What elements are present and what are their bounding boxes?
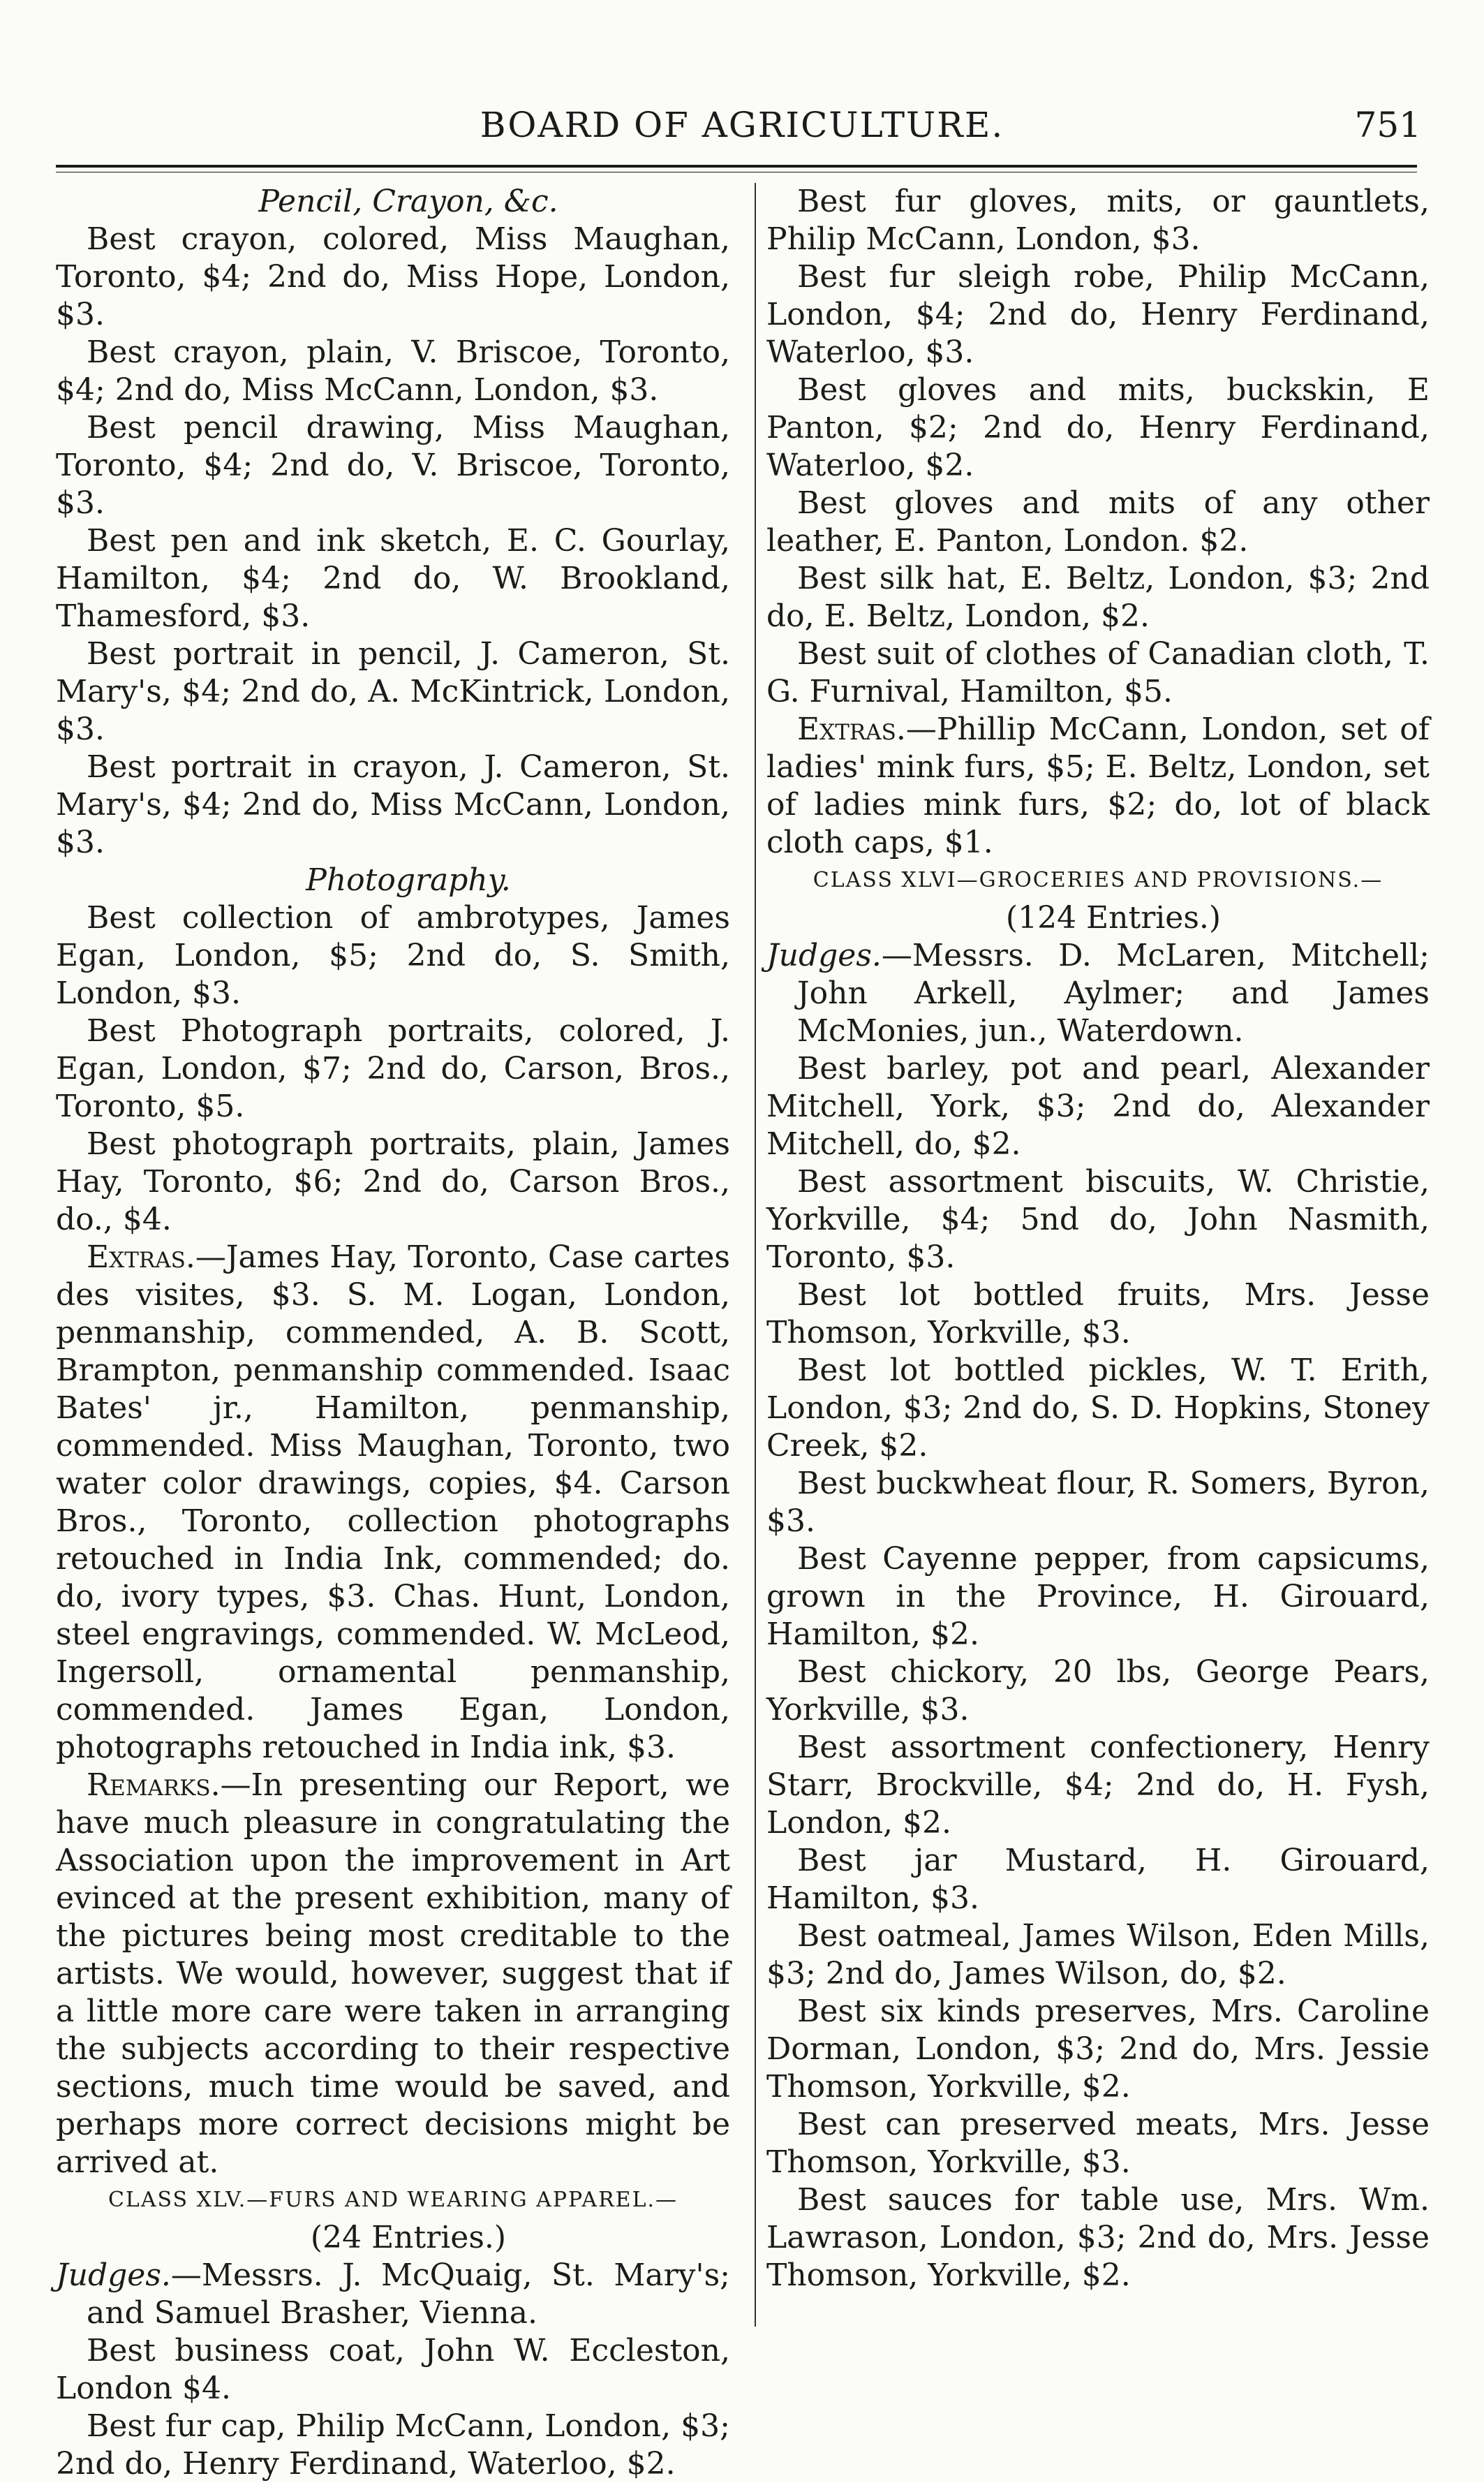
paragraph: Best assortment confectionery, Henry Starr, Brockville, $4; 2nd do, H. Fysh, London, $2.: [766, 1730, 1430, 1841]
paragraph: Best suit of clothes of Canadian cloth, T. G. Furnival, Hamilton, $5.: [766, 636, 1430, 709]
class-heading: CLASS XLVI—GROCERIES AND PROVISIONS.—: [813, 868, 1383, 892]
running-title: BOARD OF AGRICULTURE.: [480, 105, 1004, 145]
paragraph: Best crayon, plain, V. Briscoe, Toronto, $4; 2nd do, Miss McCann, London, $3.: [56, 334, 730, 408]
paragraph: Best barley, pot and pearl, Alexander Mitchell, York, $3; 2nd do, Alexander Mitchell, do, $2.: [766, 1051, 1430, 1162]
paragraph: Best collection of ambrotypes, James Egan, London, $5; 2nd do, S. Smith, London, $3.: [56, 900, 730, 1011]
paragraph: Best pen and ink sketch, E. C. Gourlay, Hamilton, $4; 2nd do, W. Brookland, Thamesford, $3.: [56, 523, 730, 634]
paragraph: Best Photograph portraits, colored, J. Egan, London, $7; 2nd do, Carson, Bros., Toronto, $5.: [56, 1013, 730, 1124]
entries-count: (24 Entries.): [310, 2220, 507, 2255]
paragraph: Best silk hat, E. Beltz, London, $3; 2nd do, E. Beltz, London, $2.: [766, 561, 1430, 634]
right-column: [766, 183, 1430, 2294]
column-divider: [755, 183, 756, 2327]
judges-paragraph: [766, 937, 1430, 1050]
paragraph: Best lot bottled fruits, Mrs. Jesse Thomson, Yorkville, $3.: [766, 1277, 1430, 1350]
judges-text: —Messrs. D. McLaren, Mitchell; John Arkell, Aylmer; and James McMonies, jun., Waterdown.: [797, 938, 1430, 1049]
class-heading: CLASS XLV.—FURS AND WEARING APPAREL.—: [107, 2188, 678, 2212]
paragraph: Best pencil drawing, Miss Maughan, Toronto, $4; 2nd do, V. Briscoe, Toronto, $3.: [56, 410, 730, 521]
paragraph: Best crayon, colored, Miss Maughan, Toronto, $4; 2nd do, Miss Hope, London, $3.: [56, 221, 730, 332]
extras-label: Extras.: [87, 1239, 195, 1275]
remarks-paragraph: [56, 1767, 730, 2181]
paragraph: Best portrait in pencil, J. Cameron, St. Mary's, $4; 2nd do, A. McKintrick, London, $3.: [56, 636, 730, 747]
paragraph: Best gloves and mits of any other leather, E. Panton, London. $2.: [766, 485, 1430, 559]
remarks-label: Remarks.: [87, 1767, 221, 1803]
paragraph: Best lot bottled pickles, W. T. Erith, London, $3; 2nd do, S. D. Hopkins, Stoney Creek, $2.: [766, 1353, 1430, 1464]
paragraph: Best fur gloves, mits, or gauntlets, Philip McCann, London, $3.: [766, 184, 1430, 257]
page-number: 751: [1354, 105, 1421, 145]
extras-text: —Phillip McCann, London, set of ladies' mink furs, $5; E. Beltz, London, set of ladies mink furs, $2; do, lot of black cloth caps, $1.: [766, 712, 1430, 860]
section-heading-photography: Photography.: [306, 862, 511, 898]
section-heading-pencil: Pencil, Crayon, &c.: [258, 184, 558, 219]
judges-text: —Messrs. J. McQuaig, St. Mary's; and Samuel Brasher, Vienna.: [87, 2257, 730, 2331]
judges-paragraph: [56, 2257, 730, 2332]
paragraph: Best chickory, 20 lbs, George Pears, Yorkville, $3.: [766, 1654, 1430, 1727]
paragraph: Best sauces for table use, Mrs. Wm. Lawrason, London, $3; 2nd do, Mrs. Jesse Thomson, Yorkville, $2.: [766, 2182, 1430, 2293]
paragraph: Best business coat, John W. Eccleston, London $4.: [56, 2333, 730, 2406]
paragraph: Best oatmeal, James Wilson, Eden Mills, $3; 2nd do, James Wilson, do, $2.: [766, 1918, 1430, 1991]
extras-label: Extras.: [797, 712, 906, 747]
header-rule: [56, 165, 1417, 168]
judges-label: Judges.: [766, 938, 882, 973]
paragraph: Best portrait in crayon, J. Cameron, St. Mary's, $4; 2nd do, Miss McCann, London, $3.: [56, 749, 730, 860]
remarks-text: —In presenting our Report, we have much pleasure in congratulating the Association upon the improvement in Art evinced at the present exhibition, many of the pictures being most creditable to the artists. We would, however, suggest that if a little more care were taken in arranging the subjects according to their respective sections, much time would be saved, and perhaps more correct decisions might be arrived at.: [56, 1767, 730, 2180]
paragraph: Best six kinds preserves, Mrs. Caroline Dorman, London, $3; 2nd do, Mrs. Jessie Thomson, Yorkville, $2.: [766, 1994, 1430, 2105]
paragraph: Best gloves and mits, buckskin, E Panton, $2; 2nd do, Henry Ferdinand, Waterloo, $2.: [766, 372, 1430, 483]
paragraph: Best fur sleigh robe, Philip McCann, London, $4; 2nd do, Henry Ferdinand, Waterloo, $3.: [766, 259, 1430, 370]
paragraph: Best fur cap, Philip McCann, London, $3; 2nd do, Henry Ferdinand, Waterloo, $2.: [56, 2408, 730, 2482]
paragraph: Best assortment biscuits, W. Christie, Yorkville, $4; 5nd do, John Nasmith, Toronto, $3.: [766, 1164, 1430, 1275]
entries-count: (124 Entries.): [1005, 900, 1222, 936]
extras-paragraph: [766, 711, 1430, 862]
page-header: [56, 105, 1428, 161]
paragraph: Best photograph portraits, plain, James Hay, Toronto, $6; 2nd do, Carson Bros., do., $4.: [56, 1126, 730, 1237]
extras-paragraph: [56, 1239, 730, 1767]
extras-text: —James Hay, Toronto, Case cartes des visites, $3. S. M. Logan, London, penmanship, commended, A. B. Scott, Brampton, penmanship commended. Isaac Bates' jr., Hamilton, penmanship, commended. Miss Maughan, Toronto, two water color drawings, copies, $4. Carson Bros., Toronto, collection photographs retouched in India Ink, commended; do. do, ivory types, $3. Chas. Hunt, London, steel engravings, commended. W. McLeod, Ingersoll, ornamental penmanship, commended. James Egan, London, photographs retouched in India ink, $3.: [56, 1239, 730, 1765]
paragraph: Best jar Mustard, H. Girouard, Hamilton, $3.: [766, 1843, 1430, 1916]
paragraph: Best can preserved meats, Mrs. Jesse Thomson, Yorkville, $3.: [766, 2107, 1430, 2180]
left-column: [56, 183, 730, 2483]
judges-label: Judges.: [56, 2257, 171, 2293]
paragraph: Best Cayenne pepper, from capsicums, grown in the Province, H. Girouard, Hamilton, $2.: [766, 1541, 1430, 1652]
paragraph: Best buckwheat flour, R. Somers, Byron, $3.: [766, 1466, 1430, 1539]
